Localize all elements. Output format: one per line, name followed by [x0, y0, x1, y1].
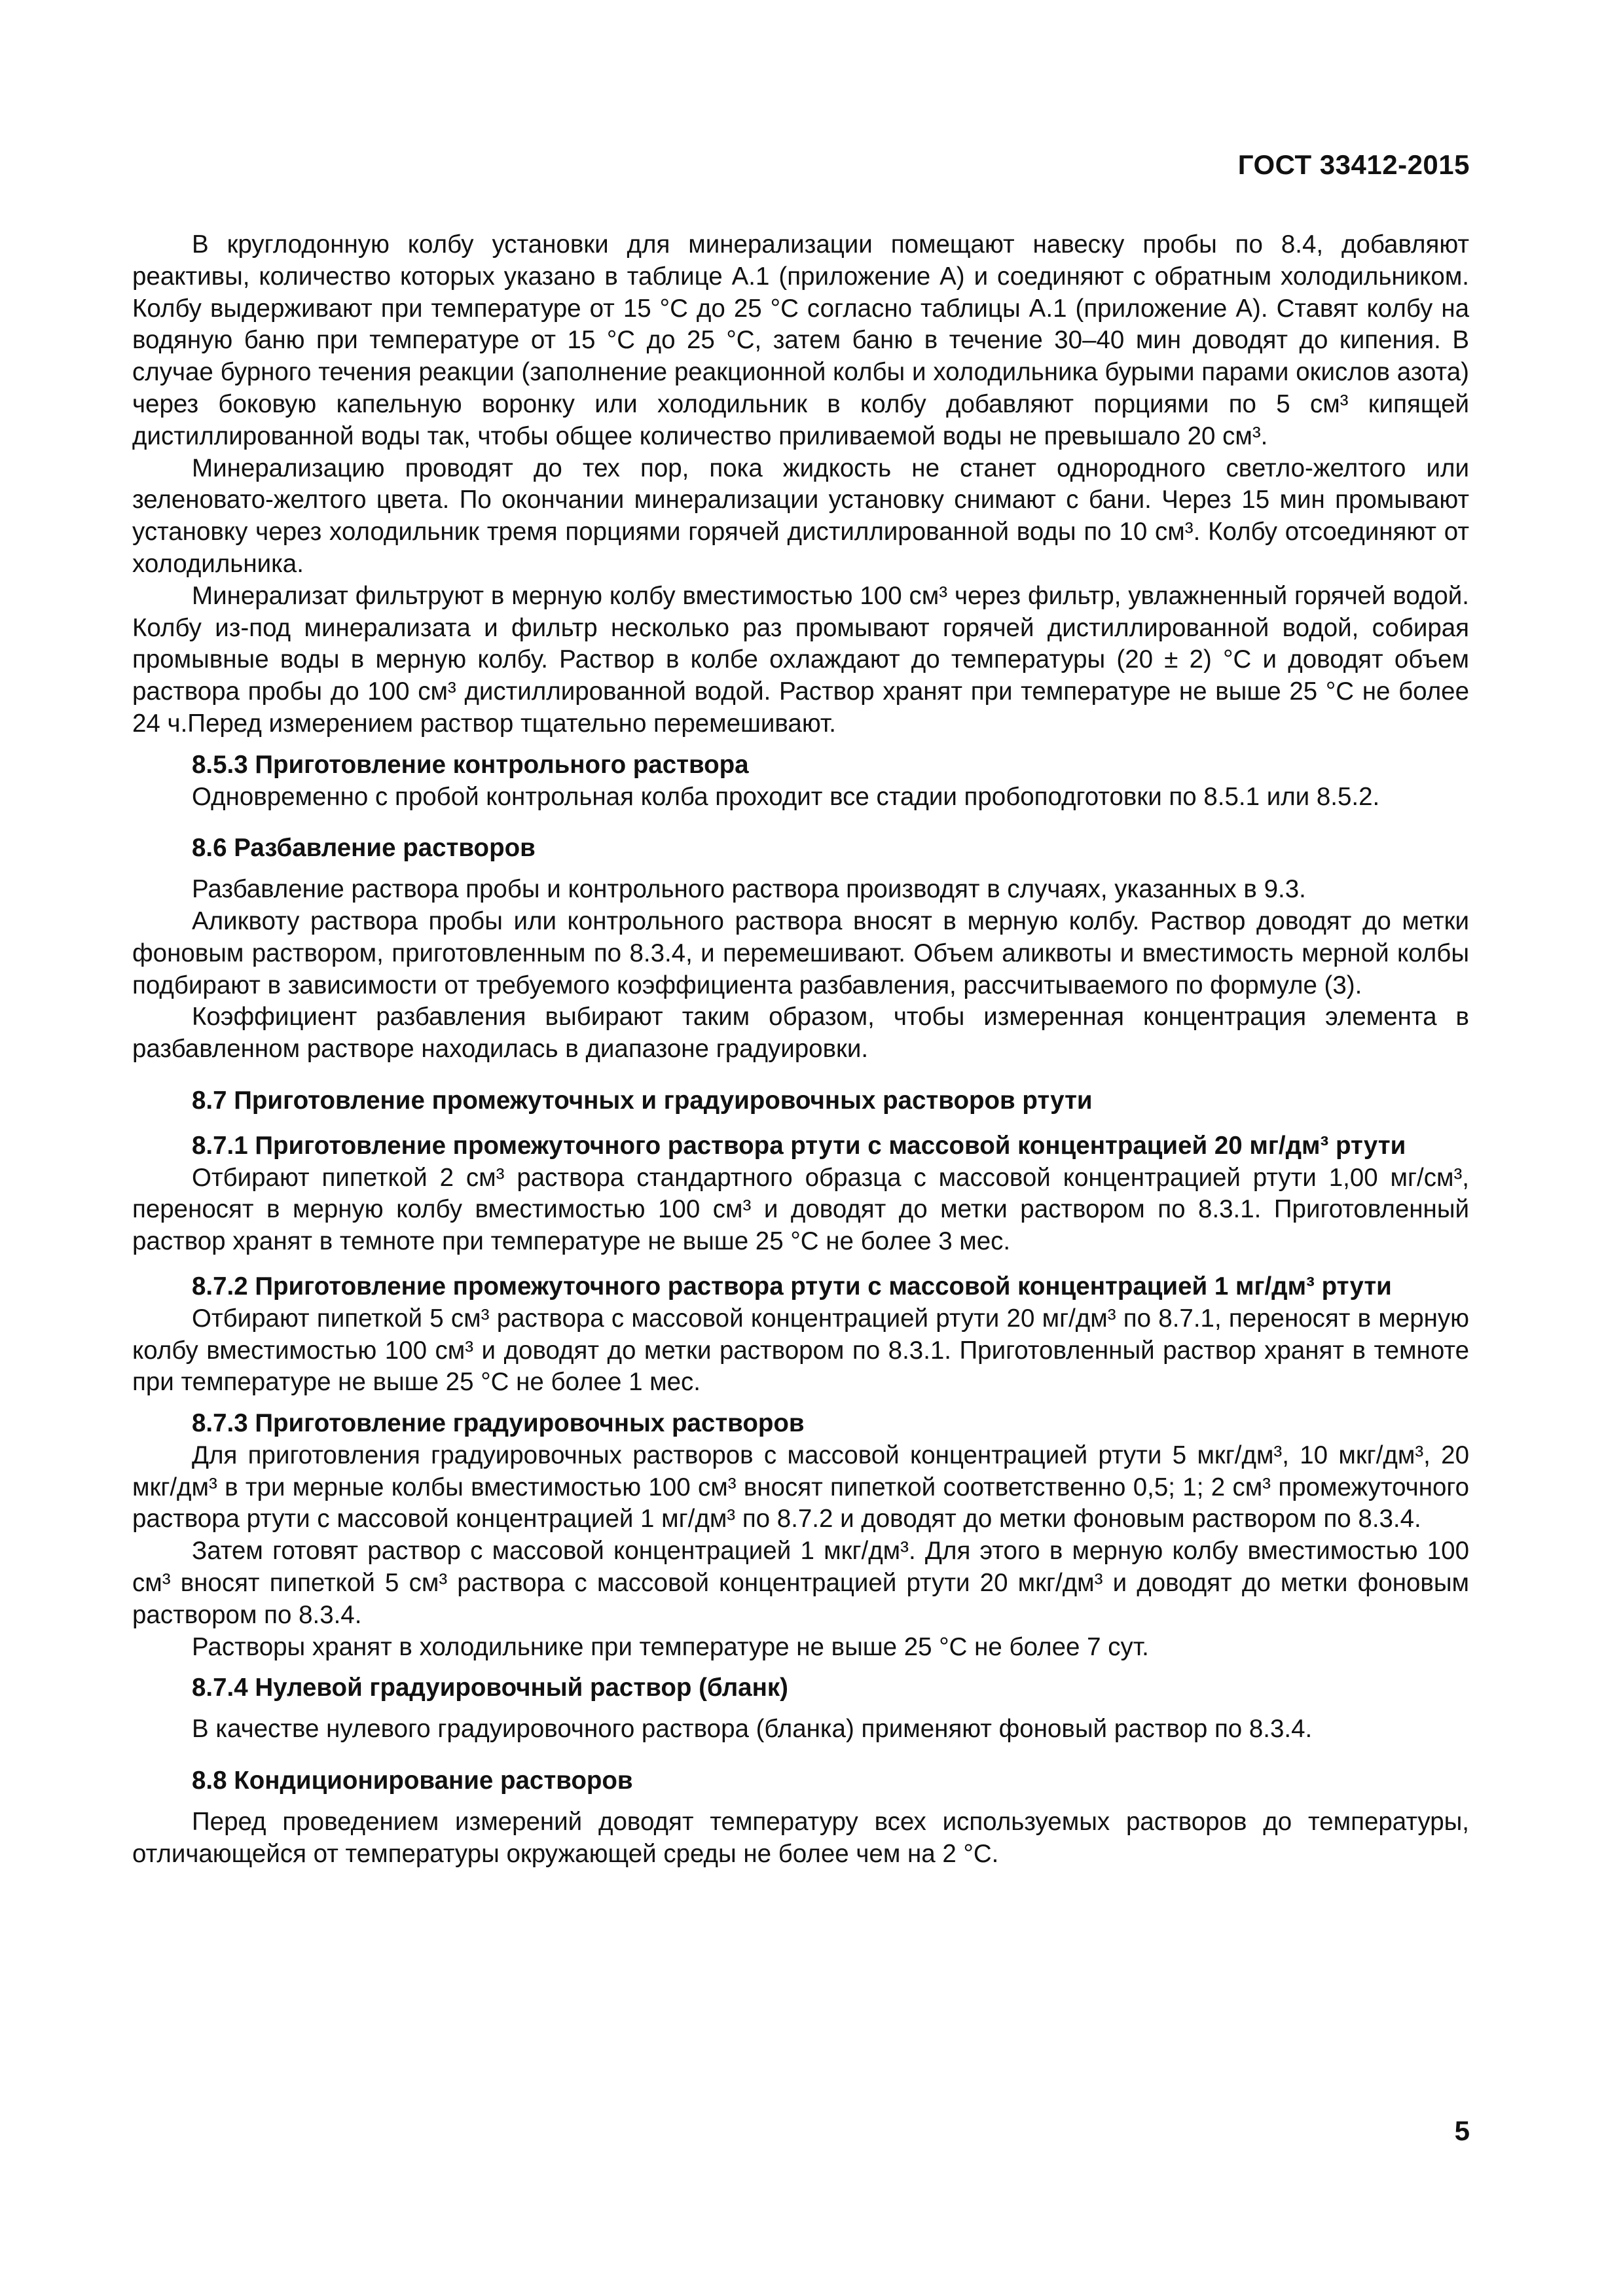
heading-8-8: 8.8 Кондиционирование растворов: [192, 1767, 633, 1795]
paragraph-dilution-factor: Коэффициент разбавления выбирают таким образом, чтобы измеренная концентрация элемента в разбавленном растворе находилась в диапазоне градуировки.: [132, 1003, 1469, 1064]
paragraph-blank: В качестве нулевого градуировочного раствора (бланка) применяют фоновый раствор по 8.3.4.: [192, 1715, 1313, 1744]
paragraph-intermediate-20: Отбирают пипеткой 2 см³ раствора стандартного образца с массовой концентрацией ртути 1,00 мг/см³, переносят в мерную колбу вместимостью 100 см³ и доводят до метки раствором по 8.3.1. Приготовленный раствор хранят в темноте при температуре не выше 25 °С не более 3 мес.: [132, 1163, 1469, 1256]
paragraph-mineralization-process: Минерализацию проводят до тех пор, пока жидкость не станет однородного светло-желтого или зеленовато-желтого цвета. По окончании минерализации установку снимают с бани. Через 15 мин промывают установку через холодильник тремя порциями горячей дистиллированной воды по 10 см³. Колбу отсоединяют от холодильника.: [132, 454, 1469, 578]
paragraph-control-solution: Одновременно с пробой контрольная колба проходит все стадии пробоподготовки по 8.5.1 или 8.5.2.: [192, 782, 1380, 811]
heading-8-7: 8.7 Приготовление промежуточных и градуировочных растворов ртути: [192, 1086, 1093, 1115]
heading-8-5-3: 8.5.3 Приготовление контрольного раствора: [192, 750, 749, 779]
heading-8-7-2: 8.7.2 Приготовление промежуточного раствора ртути с массовой концентрацией 1 мг/дм³ ртути: [192, 1272, 1392, 1300]
paragraph-mineralization-setup: В круглодонную колбу установки для минерализации помещают навеску пробы по 8.4, добавляют реактивы, количество которых указано в таблице А.1 (приложение А) и соединяют с обратным холодильником. Колбу выдерживают при температуре от 15 °С до 25 °С согласно таблицы А.1 (приложение А). Ставят колбу на водяную баню при температуре от 15 °С до 25 °С, затем баню в течение 30–40 мин доводят до кипения. В случае бурного течения реакции (заполнение реакционной колбы и холодильника бурыми парами окислов азота) через боковую капельную воронку или холодильник в колбу добавляют порциями по 5 см³ кипящей дистиллированной воды так, чтобы общее количество приливаемой воды не превышало 20 см³.: [132, 230, 1469, 450]
heading-8-7-1: 8.7.1 Приготовление промежуточного раствора ртути с массовой концентрацией 20 мг/дм³ ртути: [192, 1131, 1406, 1160]
document-body: [132, 229, 1469, 1870]
heading-8-7-3: 8.7.3 Приготовление градуировочных растворов: [192, 1409, 805, 1438]
page-number: 5: [1454, 2115, 1470, 2146]
document-code: ГОСТ 33412-2015: [1237, 149, 1470, 180]
paragraph-intermediate-1: Отбирают пипеткой 5 см³ раствора с массовой концентрацией ртути 20 мг/дм³ по 8.7.1, переносят в мерную колбу вместимостью 100 см³ и доводят до метки раствором по 8.3.1. Приготовленный раствор хранят в темноте при температуре не выше 25 °С не более 1 мес.: [132, 1304, 1469, 1397]
paragraph-dilution-cases: Разбавление раствора пробы и контрольного раствора производят в случаях, указанных в 9.3.: [192, 875, 1306, 904]
paragraph-storage: Растворы хранят в холодильнике при температуре не выше 25 °С не более 7 сут.: [192, 1632, 1149, 1661]
heading-8-6: 8.6 Разбавление растворов: [192, 834, 536, 863]
paragraph-mineralizate-filtering: Минерализат фильтруют в мерную колбу вместимостью 100 см³ через фильтр, увлажненный горячей водой. Колбу из-под минерализата и фильтр несколько раз промывают горячей дистиллированной водой, собирая промывные воды в мерную колбу. Раствор в колбе охлаждают до температуры (20 ± 2) °С и доводят объем раствора пробы до 100 см³ дистиллированной водой. Раствор хранят при температуре не выше 25 °С не более 24 ч.Перед измерением раствор тщательно перемешивают.: [132, 581, 1469, 738]
paragraph-calibration-1mkg: Затем готовят раствор с массовой концентрацией 1 мкг/дм³. Для этого в мерную колбу вместимостью 100 см³ вносят пипеткой 5 см³ раствора с массовой концентрацией ртути 20 мкг/дм³ и доводят до метки фоновым раствором по 8.3.4.: [132, 1537, 1469, 1629]
heading-8-7-4: 8.7.4 Нулевой градуировочный раствор (бланк): [192, 1674, 788, 1702]
paragraph-aliquot: Аликвоту раствора пробы или контрольного раствора вносят в мерную колбу. Раствор доводят до метки фоновым раствором, приготовленным по 8.3.4, и перемешивают. Объем аликвоты и вместимость мерной колбы подбирают в зависимости от требуемого коэффициента разбавления, рассчитываемого по формуле (3).: [132, 906, 1469, 999]
paragraph-calibration-solutions: Для приготовления градуировочных растворов с массовой концентрацией ртути 5 мкг/дм³, 10 мкг/дм³, 20 мкг/дм³ в три мерные колбы вместимостью 100 см³ вносят пипеткой соответственно 0,5; 1; 2 см³ промежуточного раствора ртути с массовой концентрацией 1 мг/дм³ по 8.7.2 и доводят до метки фоновым раствором по 8.3.4.: [132, 1441, 1469, 1534]
paragraph-conditioning: Перед проведением измерений доводят температуру всех используемых растворов до температуры, отличающейся от температуры окружающей среды не более чем на 2 °С.: [132, 1807, 1469, 1868]
